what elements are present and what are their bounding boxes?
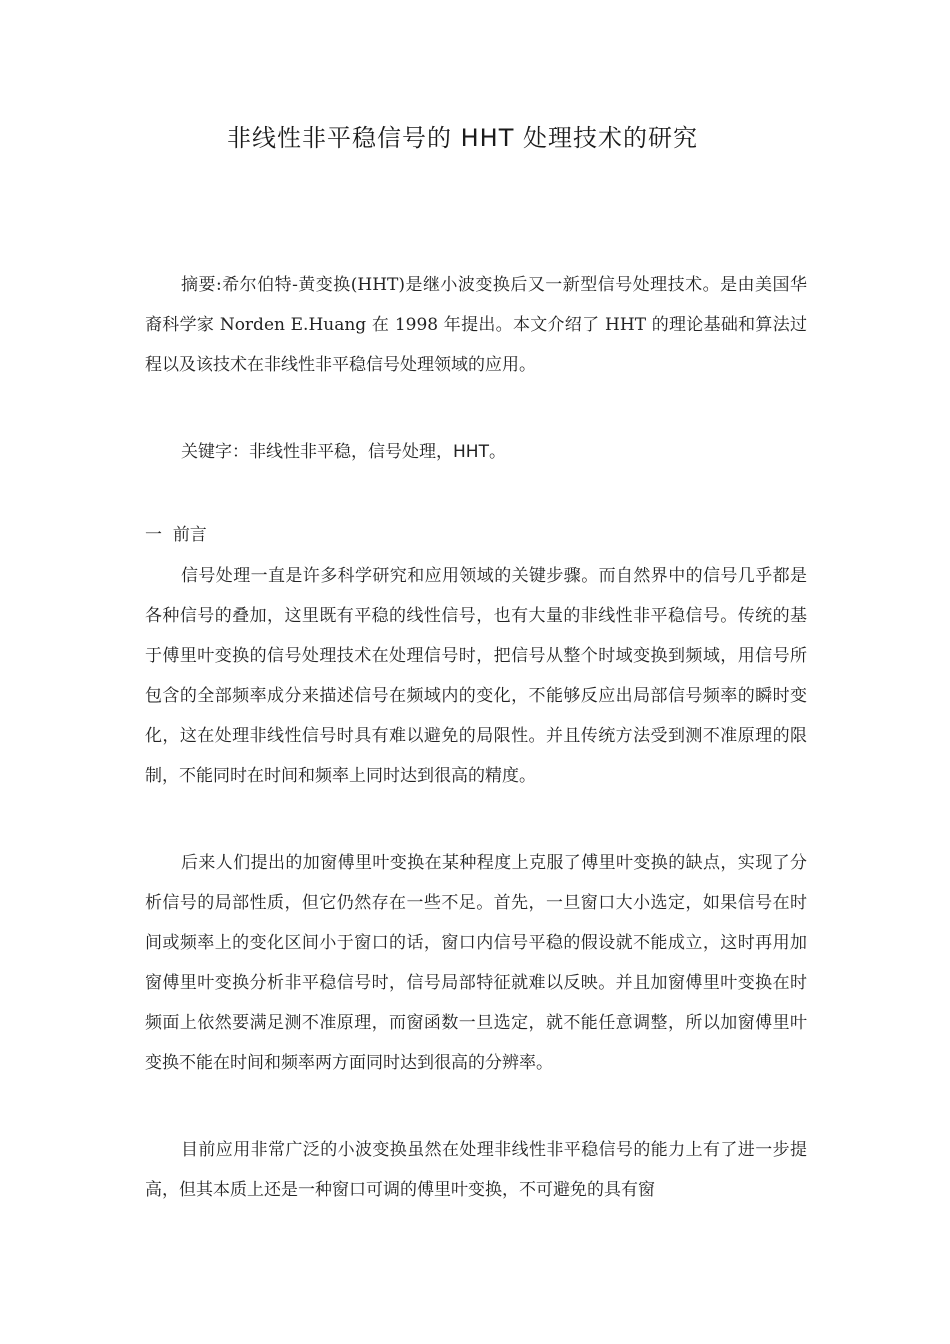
section-heading — [145, 515, 807, 555]
keywords-line — [145, 432, 807, 472]
body-paragraph: 目前应用非常广泛的小波变换虽然在处理非线性非平稳信号的能力上有了进一步提高，但其本质上还是一种窗口可调的傅里叶变换，不可避免的具有窗 — [145, 1140, 807, 1200]
paper-title: 非线性非平稳信号的 HHT 处理技术的研究 — [226, 124, 698, 152]
section-number: 一 — [145, 525, 162, 545]
keywords-label: 关键字： — [181, 442, 249, 462]
body-paragraph: 后来人们提出的加窗傅里叶变换在某种程度上克服了傅里叶变换的缺点，实现了分析信号的局部性质，但它仍然存在一些不足。首先，一旦窗口大小选定，如果信号在时间或频率上的变化区间小于窗口的话，窗口内信号平稳的假设就不能成立，这时再用加窗傅里叶变换分析非平稳信号时，信号局部特征就难以反映。并且加窗傅里叶变换在时频面上依然要满足测不准原理，而窗函数一旦选定，就不能任意调整，所以加窗傅里叶变换不能在时间和频率两方面同时达到很高的分辨率。 — [145, 853, 807, 1073]
keywords-text: 非线性非平稳，信号处理，HHT。 — [249, 442, 506, 462]
body-paragraph: 信号处理一直是许多科学研究和应用领域的关键步骤。而自然界中的信号几乎都是各种信号的叠加，这里既有平稳的线性信号，也有大量的非线性非平稳信号。传统的基于傅里叶变换的信号处理技术在处理信号时，把信号从整个时域变换到频域，用信号所包含的全部频率成分来描述信号在频域内的变化，不能够反应出局部信号频率的瞬时变化，这在处理非线性信号时具有难以避免的局限性。并且传统方法受到测不准原理的限制，不能同时在时间和频率上同时达到很高的精度。 — [145, 566, 807, 786]
abstract-paragraph: 摘要:希尔伯特-黄变换(HHT)是继小波变换后又一新型信号处理技术。是由美国华裔科学家 Norden E.Huang 在 1998 年提出。本文介绍了 HHT 的理论基础和算法过程以及该技术在非线性非平稳信号处理领域的应用。 — [145, 275, 807, 375]
section-title: 前言 — [172, 525, 207, 545]
